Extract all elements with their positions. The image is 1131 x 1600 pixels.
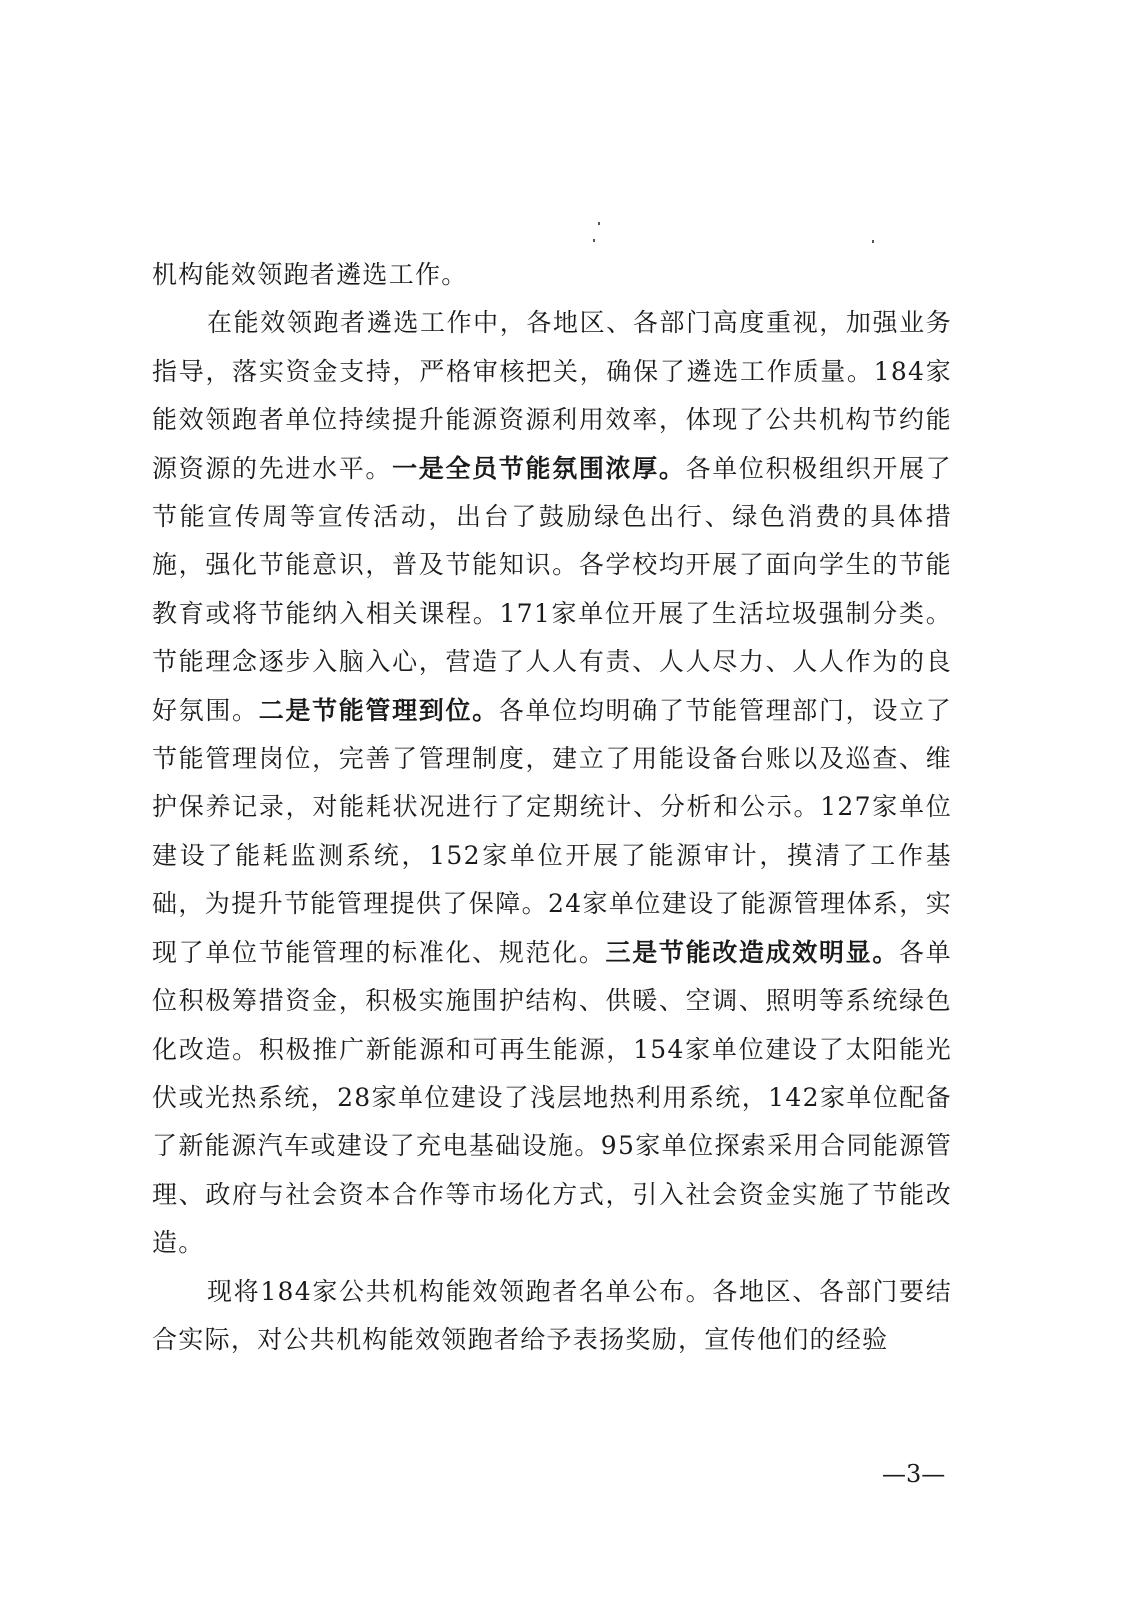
paragraph (152, 1268, 952, 1365)
text-run: 现将184家公共机构能效领跑者名单公布。各地区、各部门要结合实际，对公共机构能效领跑者给予表扬奖励，宣传他们的经验 (152, 1276, 952, 1354)
paragraph (152, 299, 952, 1267)
bold-heading-phrase: 二是节能管理到位。 (258, 695, 499, 725)
text-run: 各单位均明确了节能管理部门，设立了节能管理岗位，完善了管理制度，建立了用能设备台账以及巡查、维护保养记录，对能耗状况进行了定期统计、分析和公示。127家单位建设了能耗监测系统，152家单位开展了能源审计，摸清了工作基础，为提升节能管理提供了保障。24家单位建设了能源管理体系，实现了单位节能管理的标准化、规范化。 (152, 695, 953, 967)
bold-heading-phrase: 一是全员节能氛围浓厚。 (392, 453, 686, 483)
page-number: —3— (882, 1460, 946, 1488)
scan-speck (872, 240, 874, 243)
text-run: 各单位积极筹措资金，积极实施围护结构、供暖、空调、照明等系统绿色化改造。积极推广新能源和可再生能源，154家单位建设了太阳能光伏或光热系统，28家单位建设了浅层地热利用系统，142家单位配备了新能源汽车或建设了充电基础设施。95家单位探索采用合同能源管理、政府与社会资本合作等市场化方式，引入社会资金实施了节能改造。 (152, 937, 952, 1258)
text-run: 机构能效领跑者遴选工作。 (152, 260, 468, 289)
scan-speck (598, 222, 600, 225)
paragraph (152, 251, 952, 299)
text-run: 各单位积极组织开展了节能宣传周等宣传活动，出台了鼓励绿色出行、绿色消费的具体措施，强化节能意识，普及节能知识。各学校均开展了面向学生的节能教育或将节能纳入相关课程。171家单位开展了生活垃圾强制分类。节能理念逐步入脑入心，营造了人人有责、人人尽力、人人作为的良好氛围。 (152, 453, 952, 725)
scan-speck (593, 239, 595, 242)
bold-heading-phrase: 三是节能改造成效明显。 (605, 937, 899, 967)
text-run: 在能效领跑者遴选工作中，各地区、各部门高度重视，加强业务指导，落实资金支持，严格审核把关，确保了遴选工作质量。184家能效领跑者单位持续提升能源资源利用效率，体现了公共机构节约能源资源的先进水平。 (152, 308, 952, 483)
body-text (152, 251, 952, 1364)
